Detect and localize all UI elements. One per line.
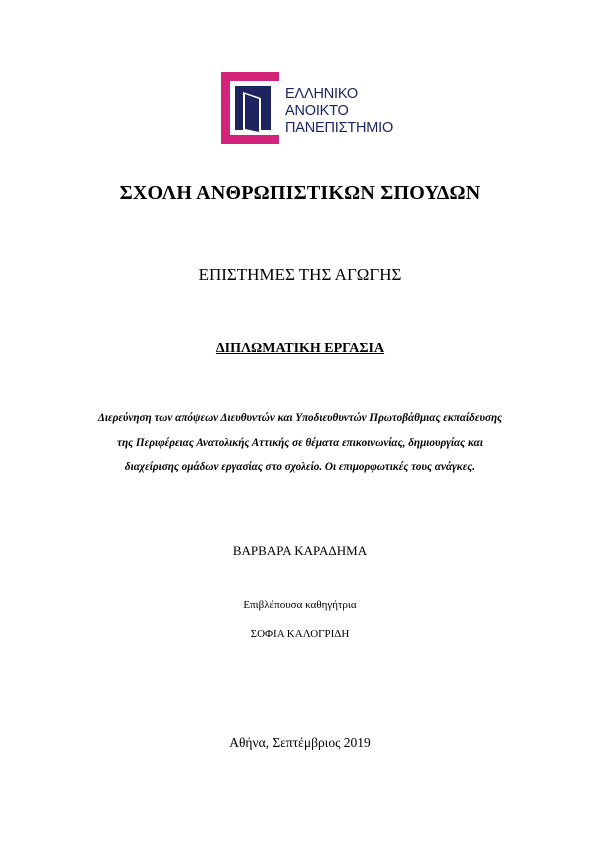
logo-line-1: ΕΛΛΗΝΙΚΟ — [285, 86, 358, 102]
thesis-title-line-2: της Περιφέρειας Ανατολικής Αττικής σε θέματα επικοινωνίας, δημιουργίας και — [117, 436, 483, 449]
thesis-title — [0, 406, 600, 480]
thesis-title-line-3: διαχείρισης ομάδων εργασίας στο σχολείο. Οι επιμορφωτικές τους ανάγκες. — [124, 461, 476, 473]
school-heading: ΣΧΟΛΗ ΑΝΘΡΩΠΙΣΤΙΚΩΝ ΣΠΟΥΔΩΝ — [119, 182, 481, 204]
logo-line-3: ΠΑΝΕΠΙΣΤΗΜΙΟ — [285, 120, 394, 136]
supervisor-label: Επιβλέπουσα καθηγήτρια — [243, 599, 357, 611]
university-logo-mark — [221, 72, 283, 144]
author-name: ΒΑΡΒΑΡΑ ΚΑΡΑΔΗΜΑ — [232, 543, 368, 558]
logo-line-2: ΑΝΟΙΚΤΟ — [285, 103, 349, 119]
thesis-type-heading: ΔΙΠΛΩΜΑΤΙΚΗ ΕΡΓΑΣΙΑ — [215, 341, 385, 356]
logo-text — [285, 86, 393, 137]
department-heading: ΕΠΙΣΤΗΜΕΣ ΤΗΣ ΑΓΩΓΗΣ — [198, 265, 402, 284]
thesis-title-line-1: Διερεύνηση των απόψεων Διευθυντών και Υποδιευθυντών Πρωτοβάθμιας εκπαίδευσης — [97, 412, 503, 424]
place-date: Αθήνα, Σεπτέμβριος 2019 — [229, 735, 371, 750]
supervisor-name: ΣΟΦΙΑ ΚΑΛΟΓΡΙΔΗ — [250, 628, 350, 640]
university-logo — [221, 72, 411, 144]
